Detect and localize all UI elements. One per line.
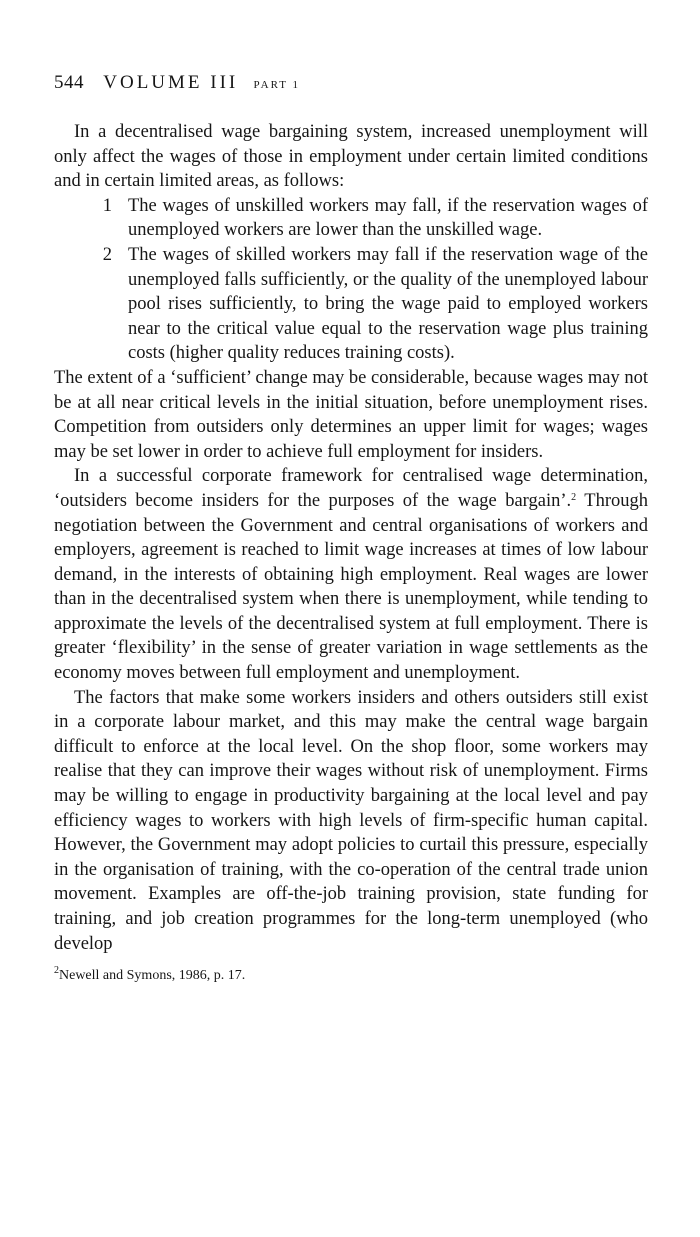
body-text	[54, 120, 648, 956]
paragraph-2: The extent of a ‘sufficient’ change may be considerable, because wages may not be at all near critical levels in the initial situation, before unemployment rises. Competition from outsiders only determines an upper limit for wages; wages may be set lower in order to achieve full employment for insiders.	[54, 367, 648, 462]
paragraph-1: In a decentralised wage bargaining system, increased unemployment will only affect the wages of those in employment under certain limited conditions and in certain limited areas, as follows:	[54, 122, 648, 192]
footnote	[54, 966, 648, 986]
book-page	[54, 70, 648, 986]
paragraph-3-text-rest: Through negotiation between the Government and central organisations of workers and employers, agreement is reached to limit wage increases at times of low labour demand, in the interests of obtaining high employment. Real wages are lower than in the decentralised system when there is unemployment, while tending to approximate the levels of the decentralised system at full employment. There is greater ‘flexibility’ in the sense of greater variation in wage settlements as the economy moves between full employment and unemployment.	[54, 490, 648, 684]
volume-label: VOLUME III	[103, 72, 239, 93]
running-head	[54, 70, 648, 98]
numbered-list	[54, 194, 648, 366]
footnote-reference: 2	[571, 491, 577, 503]
list-item-text: The wages of unskilled workers may fall, if the reservation wages of unemployed workers are lower than the unskilled wage.	[128, 195, 648, 241]
paragraph-4: The factors that make some workers insiders and others outsiders still exist in a corporate labour market, and this may make the central wage bargain difficult to enforce at the local level. On the shop floor, some workers may realise that they can improve their wages without risk of unemployment. Firms may be willing to engage in productivity bargaining at the local level and pay efficiency wages to workers with high levels of firm-specific human capital. However, the Government may adopt policies to curtail this pressure, especially in the organisation of training, with the co-operation of the central trade union movement. Examples are off-the-job training provision, state funding for training, and job creation programmes for the long-term unemployed (who develop	[54, 687, 648, 954]
list-item	[54, 243, 648, 366]
list-item	[54, 194, 648, 243]
footnote-mark: 2	[54, 965, 59, 977]
list-item-text: The wages of skilled workers may fall if the reservation wage of the unemployed falls sufficiently, or the quality of the unemployed labour pool rises sufficiently, to bring the wage paid to employed workers near to the critical value equal to the reservation wage plus training costs (higher quality reduces training costs).	[128, 244, 648, 364]
page-number: 544	[54, 72, 84, 93]
paragraph-3-text-start: In a successful corporate framework for centralised wage determination, ‘outsiders become insiders for the purposes of the wage bargain’.	[54, 466, 648, 511]
paragraph-3	[54, 464, 648, 685]
part-label: PART 1	[253, 79, 301, 91]
list-number: 1	[102, 195, 112, 216]
footnote-text: Newell and Symons, 1986, p. 17.	[59, 968, 246, 984]
list-number: 2	[102, 244, 112, 265]
